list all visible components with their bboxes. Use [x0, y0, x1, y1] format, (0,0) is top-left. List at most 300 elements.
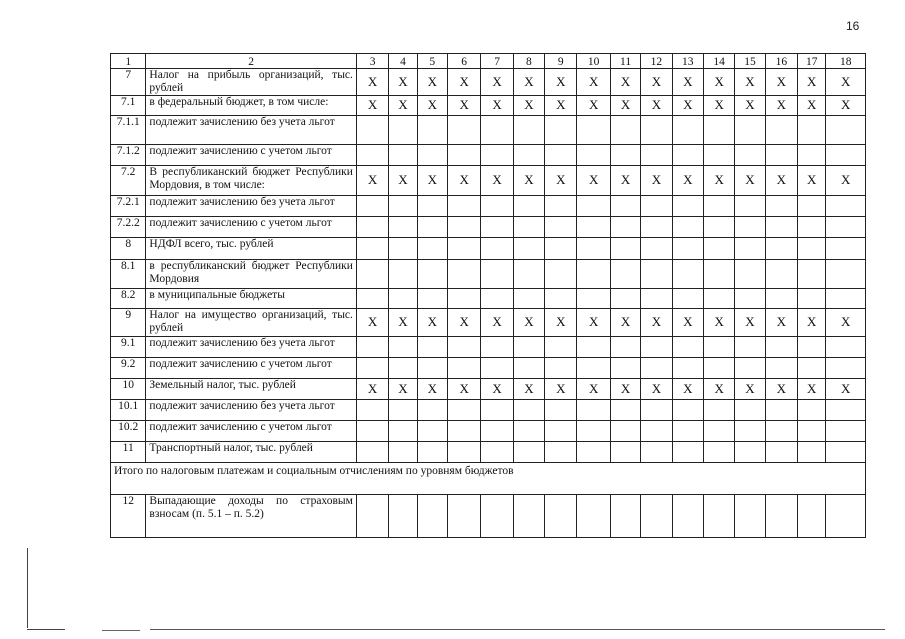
table-row [111, 289, 866, 309]
x-mark-cell: Х [798, 69, 826, 96]
value-cell [798, 260, 826, 289]
value-cell [798, 400, 826, 421]
value-cell [735, 196, 765, 217]
value-cell [417, 238, 447, 260]
value-cell [826, 421, 866, 442]
value-cell [641, 337, 672, 358]
column-header: 4 [389, 54, 417, 69]
column-header: 18 [826, 54, 866, 69]
value-cell [826, 358, 866, 379]
value-cell [765, 260, 797, 289]
row-label: Выпадающие доходы по страховым взносам (п. 5.1 – п. 5.2) [146, 495, 357, 538]
value-cell [389, 442, 417, 463]
header-row [111, 54, 866, 69]
value-cell [735, 495, 765, 538]
value-cell [798, 217, 826, 238]
value-cell [703, 238, 734, 260]
x-mark-cell: Х [481, 96, 513, 116]
value-cell [765, 217, 797, 238]
row-number: 9.1 [111, 337, 146, 358]
column-header: 10 [577, 54, 610, 69]
row-number: 7.1.1 [111, 116, 146, 145]
value-cell [826, 442, 866, 463]
value-cell [481, 400, 513, 421]
x-mark-cell: Х [447, 309, 480, 337]
value-cell [545, 289, 577, 309]
margin-line [27, 548, 28, 628]
table-row [111, 96, 866, 116]
value-cell [389, 217, 417, 238]
value-cell [417, 289, 447, 309]
x-mark-cell: Х [826, 309, 866, 337]
value-cell [672, 238, 703, 260]
value-cell [735, 442, 765, 463]
row-number: 7.1.2 [111, 145, 146, 166]
x-mark-cell: Х [826, 69, 866, 96]
value-cell [735, 337, 765, 358]
value-cell [610, 260, 640, 289]
row-number: 7 [111, 69, 146, 96]
x-mark-cell: Х [577, 96, 610, 116]
value-cell [356, 337, 388, 358]
value-cell [481, 116, 513, 145]
value-cell [735, 358, 765, 379]
x-mark-cell: Х [356, 379, 388, 400]
value-cell [765, 337, 797, 358]
value-cell [672, 337, 703, 358]
value-cell [417, 495, 447, 538]
row-number: 11 [111, 442, 146, 463]
x-mark-cell: Х [447, 166, 480, 196]
value-cell [417, 116, 447, 145]
value-cell [765, 145, 797, 166]
value-cell [356, 145, 388, 166]
value-cell [481, 238, 513, 260]
table-row [111, 217, 866, 238]
value-cell [735, 238, 765, 260]
value-cell [703, 217, 734, 238]
value-cell [577, 116, 610, 145]
value-cell [577, 442, 610, 463]
x-mark-cell: Х [703, 166, 734, 196]
value-cell [672, 116, 703, 145]
table-row [111, 379, 866, 400]
value-cell [798, 358, 826, 379]
value-cell [765, 238, 797, 260]
value-cell [641, 495, 672, 538]
row-number: 7.1 [111, 96, 146, 116]
value-cell [389, 358, 417, 379]
value-cell [672, 196, 703, 217]
page-number: 16 [846, 19, 860, 33]
value-cell [513, 442, 544, 463]
row-label: Налог на прибыль организаций, тыс. рублей [146, 69, 357, 96]
value-cell [672, 400, 703, 421]
column-header: 2 [146, 54, 357, 69]
row-label: подлежит зачислению с учетом льгот [146, 217, 357, 238]
x-mark-cell: Х [610, 379, 640, 400]
x-mark-cell: Х [577, 309, 610, 337]
value-cell [703, 400, 734, 421]
value-cell [672, 421, 703, 442]
x-mark-cell: Х [610, 309, 640, 337]
table-row [111, 145, 866, 166]
value-cell [356, 358, 388, 379]
value-cell [545, 260, 577, 289]
value-cell [703, 145, 734, 166]
value-cell [703, 495, 734, 538]
x-mark-cell: Х [826, 379, 866, 400]
value-cell [641, 217, 672, 238]
value-cell [447, 442, 480, 463]
table-row [111, 116, 866, 145]
value-cell [481, 358, 513, 379]
value-cell [513, 358, 544, 379]
row-number: 10.1 [111, 400, 146, 421]
x-mark-cell: Х [417, 309, 447, 337]
tax-table [110, 53, 866, 538]
x-mark-cell: Х [389, 166, 417, 196]
row-number: 10.2 [111, 421, 146, 442]
x-mark-cell: Х [798, 379, 826, 400]
value-cell [735, 217, 765, 238]
value-cell [641, 238, 672, 260]
x-mark-cell: Х [513, 379, 544, 400]
x-mark-cell: Х [765, 166, 797, 196]
value-cell [356, 421, 388, 442]
x-mark-cell: Х [765, 309, 797, 337]
value-cell [765, 358, 797, 379]
x-mark-cell: Х [826, 166, 866, 196]
x-mark-cell: Х [447, 69, 480, 96]
row-label: подлежит зачислению без учета льгот [146, 337, 357, 358]
value-cell [356, 400, 388, 421]
value-cell [826, 217, 866, 238]
column-header: 13 [672, 54, 703, 69]
value-cell [417, 400, 447, 421]
value-cell [577, 421, 610, 442]
x-mark-cell: Х [417, 379, 447, 400]
value-cell [389, 260, 417, 289]
value-cell [610, 196, 640, 217]
row-number: 7.2.2 [111, 217, 146, 238]
value-cell [735, 260, 765, 289]
table-row [111, 309, 866, 337]
value-cell [577, 217, 610, 238]
value-cell [735, 145, 765, 166]
row-label: в федеральный бюджет, в том числе: [146, 96, 357, 116]
value-cell [545, 442, 577, 463]
x-mark-cell: Х [798, 96, 826, 116]
x-mark-cell: Х [672, 309, 703, 337]
x-mark-cell: Х [417, 166, 447, 196]
column-header: 1 [111, 54, 146, 69]
value-cell [641, 442, 672, 463]
value-cell [703, 196, 734, 217]
x-mark-cell: Х [703, 96, 734, 116]
value-cell [545, 421, 577, 442]
value-cell [826, 495, 866, 538]
value-cell [826, 260, 866, 289]
value-cell [735, 421, 765, 442]
value-cell [610, 145, 640, 166]
summary-row [111, 463, 866, 495]
row-number: 12 [111, 495, 146, 538]
table-row [111, 358, 866, 379]
x-mark-cell: Х [545, 379, 577, 400]
value-cell [672, 442, 703, 463]
value-cell [641, 421, 672, 442]
value-cell [765, 400, 797, 421]
value-cell [447, 495, 480, 538]
value-cell [610, 400, 640, 421]
value-cell [481, 289, 513, 309]
value-cell [481, 196, 513, 217]
value-cell [389, 145, 417, 166]
value-cell [417, 421, 447, 442]
x-mark-cell: Х [577, 69, 610, 96]
value-cell [610, 358, 640, 379]
value-cell [672, 495, 703, 538]
value-cell [826, 400, 866, 421]
value-cell [513, 337, 544, 358]
x-mark-cell: Х [417, 69, 447, 96]
column-header: 12 [641, 54, 672, 69]
value-cell [577, 400, 610, 421]
value-cell [672, 260, 703, 289]
column-header: 16 [765, 54, 797, 69]
value-cell [798, 337, 826, 358]
table-row [111, 495, 866, 538]
value-cell [447, 196, 480, 217]
table-row [111, 442, 866, 463]
table-row [111, 421, 866, 442]
value-cell [513, 238, 544, 260]
row-label: подлежит зачислению без учета льгот [146, 400, 357, 421]
x-mark-cell: Х [735, 96, 765, 116]
value-cell [447, 289, 480, 309]
value-cell [481, 421, 513, 442]
value-cell [765, 196, 797, 217]
value-cell [703, 337, 734, 358]
x-mark-cell: Х [641, 309, 672, 337]
x-mark-cell: Х [641, 166, 672, 196]
value-cell [703, 116, 734, 145]
value-cell [513, 145, 544, 166]
summary-label: Итого по налоговым платежам и социальным отчислениям по уровням бюджетов [111, 463, 866, 495]
x-mark-cell: Х [513, 69, 544, 96]
value-cell [447, 421, 480, 442]
row-label: в республиканский бюджет Республики Мордовия [146, 260, 357, 289]
value-cell [610, 289, 640, 309]
value-cell [447, 238, 480, 260]
x-mark-cell: Х [389, 69, 417, 96]
row-number: 7.2.1 [111, 196, 146, 217]
x-mark-cell: Х [735, 166, 765, 196]
value-cell [545, 145, 577, 166]
value-cell [356, 238, 388, 260]
value-cell [545, 358, 577, 379]
column-header: 3 [356, 54, 388, 69]
value-cell [577, 495, 610, 538]
x-mark-cell: Х [641, 69, 672, 96]
value-cell [610, 337, 640, 358]
value-cell [513, 289, 544, 309]
value-cell [417, 145, 447, 166]
x-mark-cell: Х [481, 166, 513, 196]
row-number: 9.2 [111, 358, 146, 379]
x-mark-cell: Х [672, 96, 703, 116]
value-cell [765, 495, 797, 538]
row-label: В республиканский бюджет Республики Мордовия, в том числе: [146, 166, 357, 196]
value-cell [765, 421, 797, 442]
x-mark-cell: Х [545, 69, 577, 96]
bottom-rule [102, 630, 140, 631]
value-cell [641, 358, 672, 379]
x-mark-cell: Х [703, 309, 734, 337]
row-number: 8.1 [111, 260, 146, 289]
value-cell [513, 217, 544, 238]
x-mark-cell: Х [798, 166, 826, 196]
value-cell [577, 337, 610, 358]
column-header: 6 [447, 54, 480, 69]
x-mark-cell: Х [447, 379, 480, 400]
value-cell [513, 260, 544, 289]
value-cell [703, 442, 734, 463]
value-cell [481, 217, 513, 238]
value-cell [735, 400, 765, 421]
value-cell [356, 495, 388, 538]
row-label: подлежит зачислению с учетом льгот [146, 358, 357, 379]
value-cell [798, 116, 826, 145]
x-mark-cell: Х [672, 379, 703, 400]
value-cell [389, 337, 417, 358]
column-header: 17 [798, 54, 826, 69]
value-cell [765, 442, 797, 463]
value-cell [610, 217, 640, 238]
x-mark-cell: Х [703, 379, 734, 400]
x-mark-cell: Х [735, 309, 765, 337]
x-mark-cell: Х [417, 96, 447, 116]
x-mark-cell: Х [765, 69, 797, 96]
column-header: 8 [513, 54, 544, 69]
x-mark-cell: Х [389, 379, 417, 400]
value-cell [826, 289, 866, 309]
x-mark-cell: Х [735, 69, 765, 96]
x-mark-cell: Х [356, 69, 388, 96]
value-cell [389, 421, 417, 442]
x-mark-cell: Х [545, 166, 577, 196]
value-cell [513, 196, 544, 217]
value-cell [356, 442, 388, 463]
value-cell [641, 400, 672, 421]
value-cell [545, 400, 577, 421]
value-cell [417, 260, 447, 289]
value-cell [735, 289, 765, 309]
value-cell [703, 260, 734, 289]
value-cell [447, 400, 480, 421]
value-cell [672, 217, 703, 238]
value-cell [610, 421, 640, 442]
value-cell [545, 116, 577, 145]
x-mark-cell: Х [610, 166, 640, 196]
value-cell [610, 238, 640, 260]
value-cell [577, 260, 610, 289]
x-mark-cell: Х [481, 69, 513, 96]
value-cell [481, 145, 513, 166]
x-mark-cell: Х [672, 166, 703, 196]
table-row [111, 166, 866, 196]
column-header: 11 [610, 54, 640, 69]
row-label: в муниципальные бюджеты [146, 289, 357, 309]
value-cell [545, 196, 577, 217]
value-cell [826, 196, 866, 217]
x-mark-cell: Х [389, 309, 417, 337]
column-header: 14 [703, 54, 734, 69]
value-cell [356, 116, 388, 145]
value-cell [389, 238, 417, 260]
value-cell [577, 238, 610, 260]
value-cell [577, 145, 610, 166]
row-label: Налог на имущество организаций, тыс. рублей [146, 309, 357, 337]
value-cell [577, 289, 610, 309]
value-cell [513, 495, 544, 538]
row-label: НДФЛ всего, тыс. рублей [146, 238, 357, 260]
table-row [111, 69, 866, 96]
x-mark-cell: Х [513, 96, 544, 116]
value-cell [447, 116, 480, 145]
value-cell [826, 238, 866, 260]
value-cell [545, 337, 577, 358]
value-cell [481, 260, 513, 289]
value-cell [577, 196, 610, 217]
table-row [111, 337, 866, 358]
value-cell [481, 337, 513, 358]
value-cell [610, 442, 640, 463]
row-label: подлежит зачислению с учетом льгот [146, 145, 357, 166]
value-cell [798, 196, 826, 217]
value-cell [798, 238, 826, 260]
value-cell [672, 289, 703, 309]
x-mark-cell: Х [356, 166, 388, 196]
value-cell [765, 289, 797, 309]
bottom-rule [150, 629, 885, 630]
value-cell [417, 358, 447, 379]
table-row [111, 196, 866, 217]
value-cell [765, 116, 797, 145]
value-cell [389, 289, 417, 309]
value-cell [417, 196, 447, 217]
x-mark-cell: Х [481, 309, 513, 337]
value-cell [735, 116, 765, 145]
x-mark-cell: Х [577, 166, 610, 196]
row-label: подлежит зачислению с учетом льгот [146, 421, 357, 442]
value-cell [577, 358, 610, 379]
value-cell [417, 217, 447, 238]
value-cell [798, 145, 826, 166]
value-cell [641, 196, 672, 217]
value-cell [641, 145, 672, 166]
value-cell [389, 400, 417, 421]
x-mark-cell: Х [826, 96, 866, 116]
value-cell [356, 260, 388, 289]
x-mark-cell: Х [356, 309, 388, 337]
value-cell [513, 421, 544, 442]
value-cell [703, 358, 734, 379]
value-cell [610, 495, 640, 538]
row-label: подлежит зачислению без учета льгот [146, 196, 357, 217]
margin-line [27, 629, 65, 630]
